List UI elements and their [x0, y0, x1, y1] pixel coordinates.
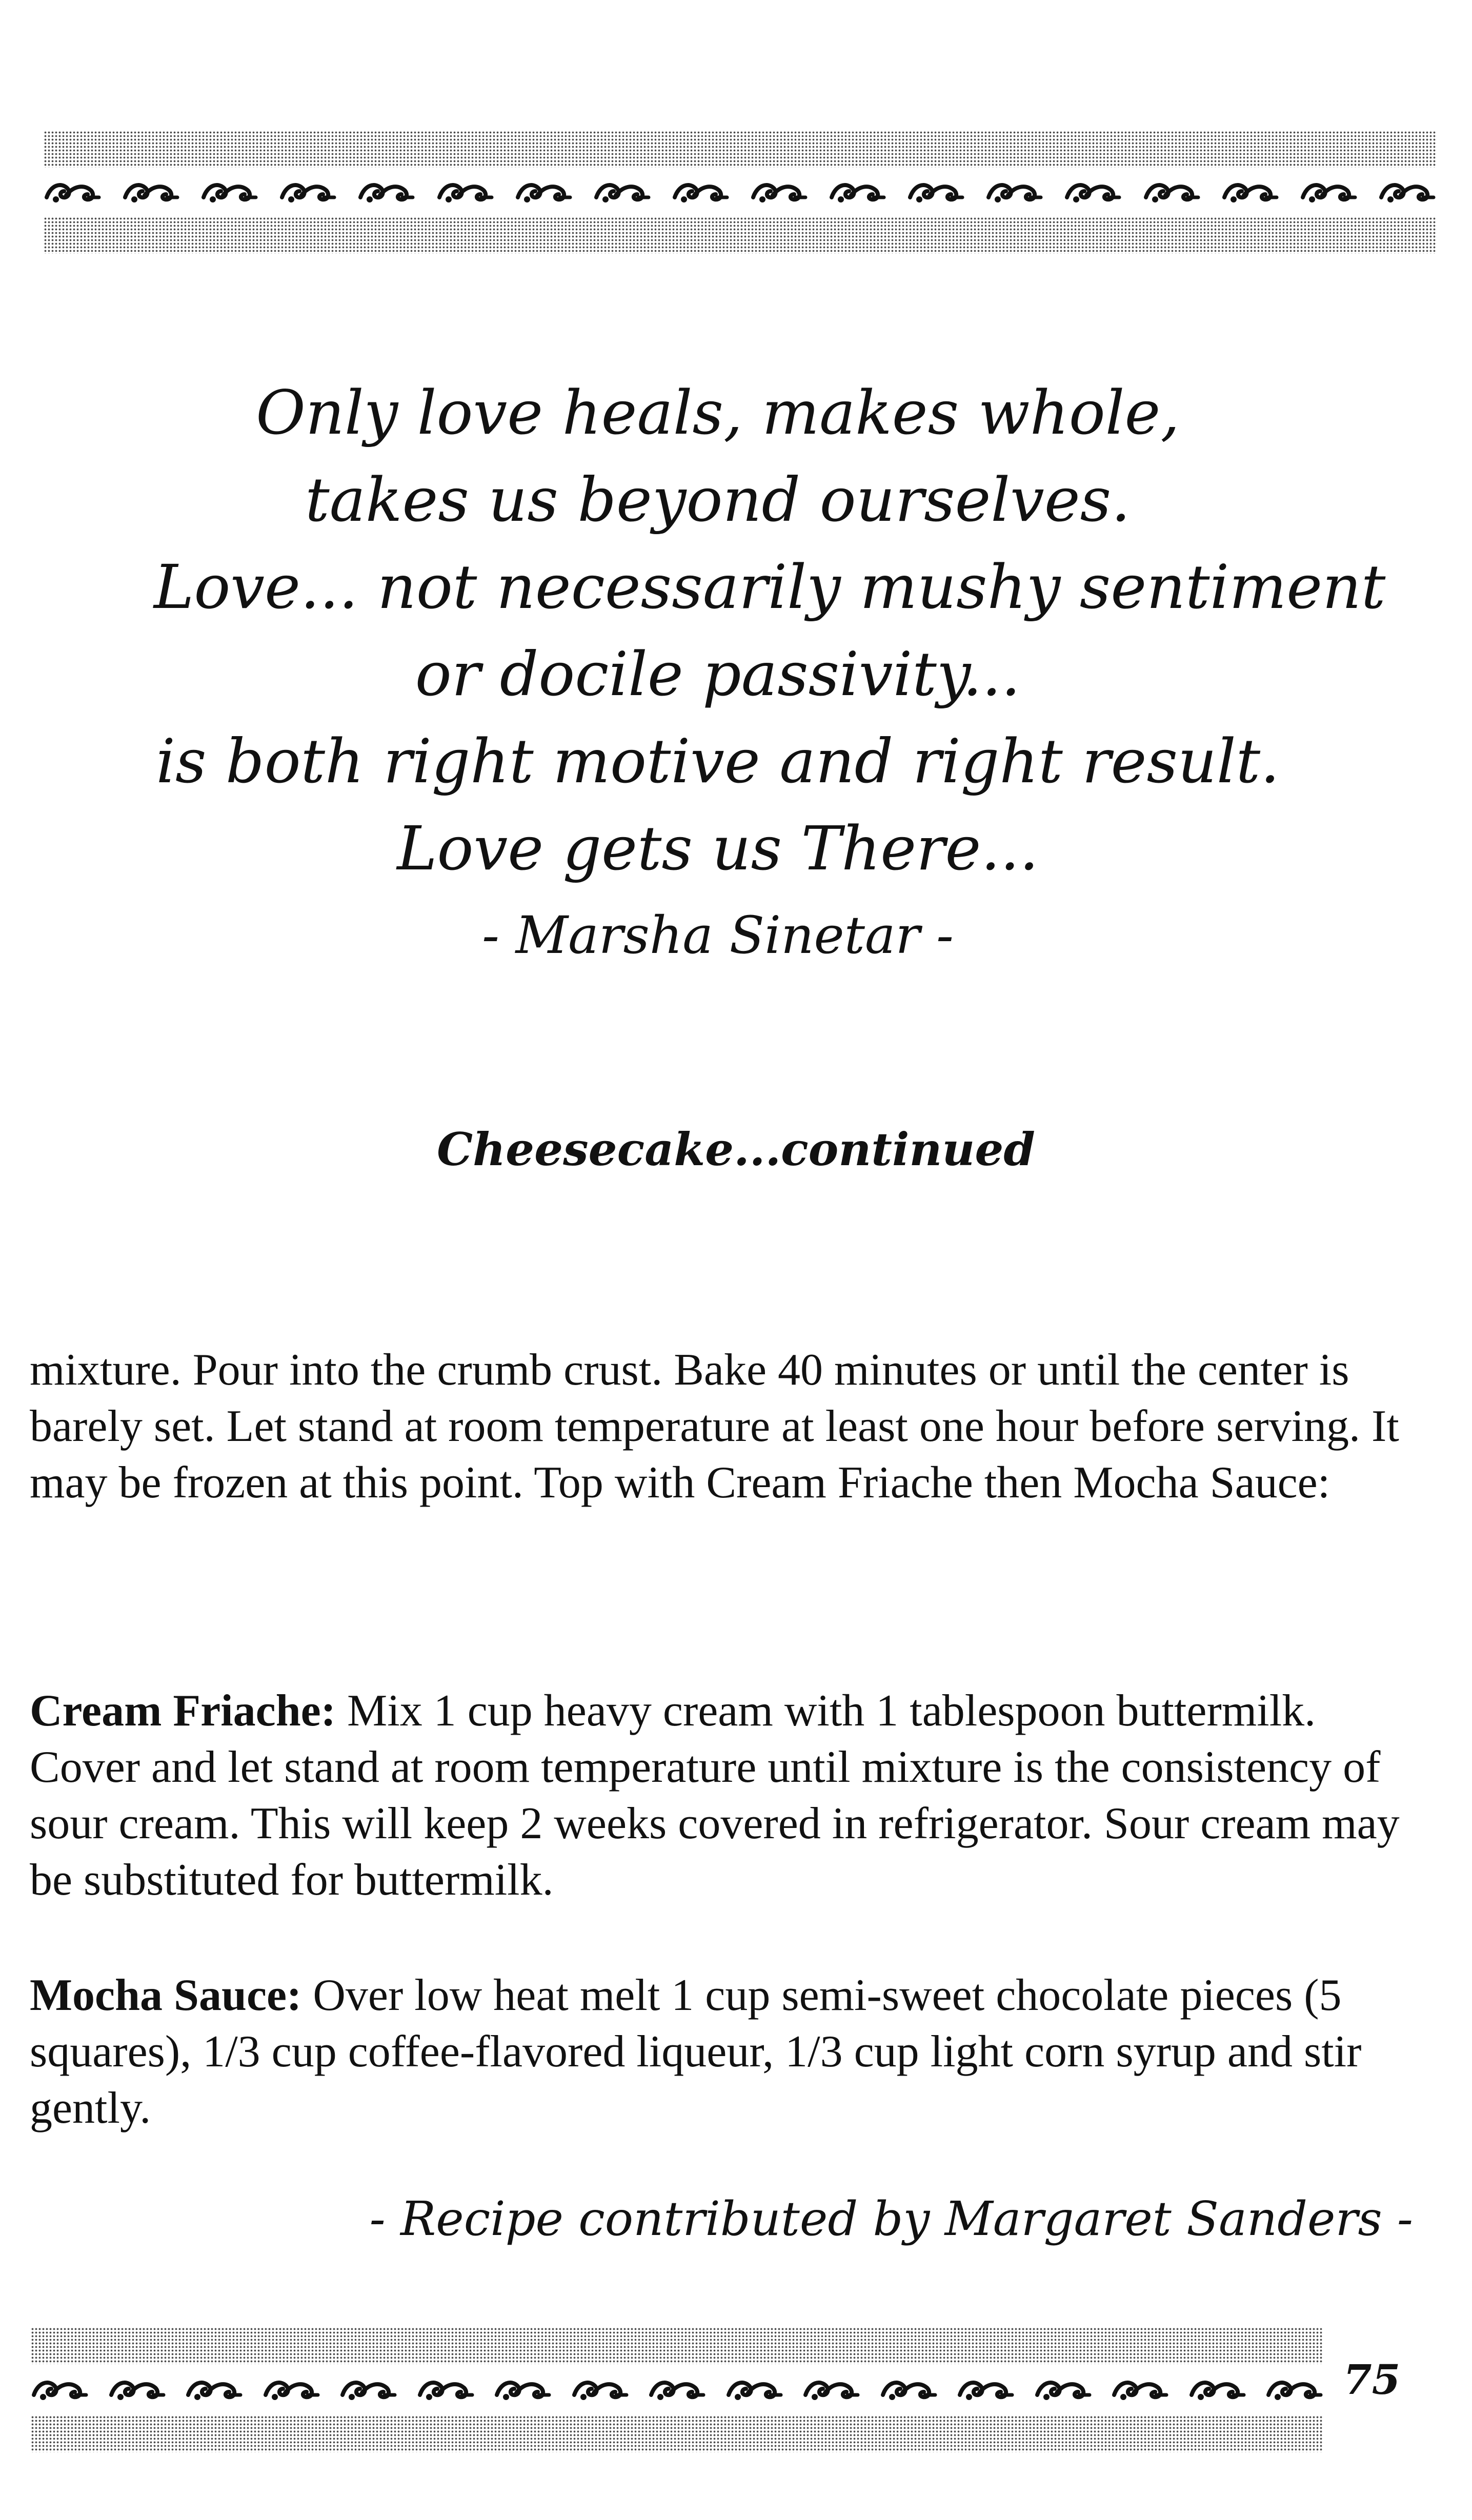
quote-line: takes us beyond ourselves. — [305, 464, 1131, 535]
leaf-scroll-icon — [122, 175, 179, 208]
page-number: 75 — [1343, 2355, 1401, 2404]
quote-block — [154, 369, 1386, 979]
leaf-scroll-icon — [750, 175, 808, 208]
bottom-ornamental-border — [31, 2327, 1323, 2453]
dotted-band — [31, 2415, 1323, 2452]
leaf-scroll-icon — [515, 175, 572, 208]
leaf-scroll-icon — [1034, 2372, 1092, 2405]
leaf-scroll-icon — [593, 175, 651, 208]
leaf-scroll-icon — [1143, 175, 1200, 208]
recipe-continued-paragraph: mixture. Pour into the crumb crust. Bake 40 minutes or until the center is barely set. Let stand at room temperature at least one hour before serving. It may be frozen at this point. Top with Cream Friache then Mocha Sauce: — [30, 1345, 1399, 1508]
ornament-row — [31, 2364, 1323, 2413]
dotted-band — [31, 2327, 1323, 2364]
cream-friache-label: Cream Friache: — [30, 1686, 336, 1736]
ornament-row — [44, 167, 1436, 215]
leaf-scroll-icon — [1111, 2372, 1168, 2405]
leaf-scroll-icon — [829, 175, 886, 208]
leaf-scroll-icon — [357, 175, 415, 208]
cream-friache-text: Mix 1 cup heavy cream with 1 tablespoon buttermilk. Cover and let stand at room temperature until mixture is the consistency of sour cream. This will keep 2 weeks covered in refrigerator. Sour cream may be substituted for buttermilk. — [30, 1686, 1400, 1905]
leaf-scroll-icon — [1265, 2372, 1323, 2405]
leaf-scroll-icon — [279, 175, 336, 208]
mocha-sauce-text: Over low heat melt 1 cup semi-sweet chocolate pieces (5 squares), 1/3 cup coffee-flavored liqueur, 1/3 cup light corn syrup and stir gently. — [30, 1970, 1362, 2133]
leaf-scroll-icon — [339, 2372, 397, 2405]
leaf-scroll-icon — [436, 175, 494, 208]
leaf-scroll-icon — [494, 2372, 551, 2405]
leaf-scroll-icon — [1221, 175, 1279, 208]
leaf-scroll-icon — [1064, 175, 1121, 208]
quote-line: Love... not necessarily mushy sentiment — [154, 552, 1386, 622]
leaf-scroll-icon — [571, 2372, 629, 2405]
quote-line: is both right motive and right result. — [156, 726, 1280, 797]
leaf-scroll-icon — [1378, 175, 1436, 208]
leaf-scroll-icon — [417, 2372, 474, 2405]
section-heading: Cheesecake...continued — [437, 1123, 1035, 1176]
quote-line: Only love heals, makes whole, — [256, 377, 1180, 448]
leaf-scroll-icon — [802, 2372, 860, 2405]
dotted-band — [44, 131, 1436, 168]
leaf-scroll-icon — [1188, 2372, 1246, 2405]
quote-line: or docile passivity... — [415, 639, 1021, 709]
leaf-scroll-icon — [880, 2372, 937, 2405]
leaf-scroll-icon — [185, 2372, 243, 2405]
leaf-scroll-icon — [985, 175, 1043, 208]
mocha-sauce-paragraph — [30, 1967, 1435, 2137]
leaf-scroll-icon — [108, 2372, 166, 2405]
leaf-scroll-icon — [725, 2372, 783, 2405]
quote-line: Love gets us There... — [397, 813, 1039, 884]
leaf-scroll-icon — [957, 2372, 1014, 2405]
leaf-scroll-icon — [200, 175, 258, 208]
quote-attribution: - Marsha Sinetar - — [482, 905, 954, 965]
leaf-scroll-icon — [1300, 175, 1357, 208]
recipe-credit: - Recipe contributed by Margaret Sanders - — [369, 2191, 1413, 2246]
cream-friache-paragraph — [30, 1683, 1435, 1908]
mocha-sauce-label: Mocha Sauce: — [30, 1970, 302, 2020]
leaf-scroll-icon — [31, 2372, 88, 2405]
leaf-scroll-icon — [648, 2372, 705, 2405]
leaf-scroll-icon — [907, 175, 964, 208]
leaf-scroll-icon — [263, 2372, 320, 2405]
leaf-scroll-icon — [672, 175, 729, 208]
top-ornamental-border — [44, 131, 1436, 254]
dotted-band — [44, 217, 1436, 254]
leaf-scroll-icon — [44, 175, 101, 208]
